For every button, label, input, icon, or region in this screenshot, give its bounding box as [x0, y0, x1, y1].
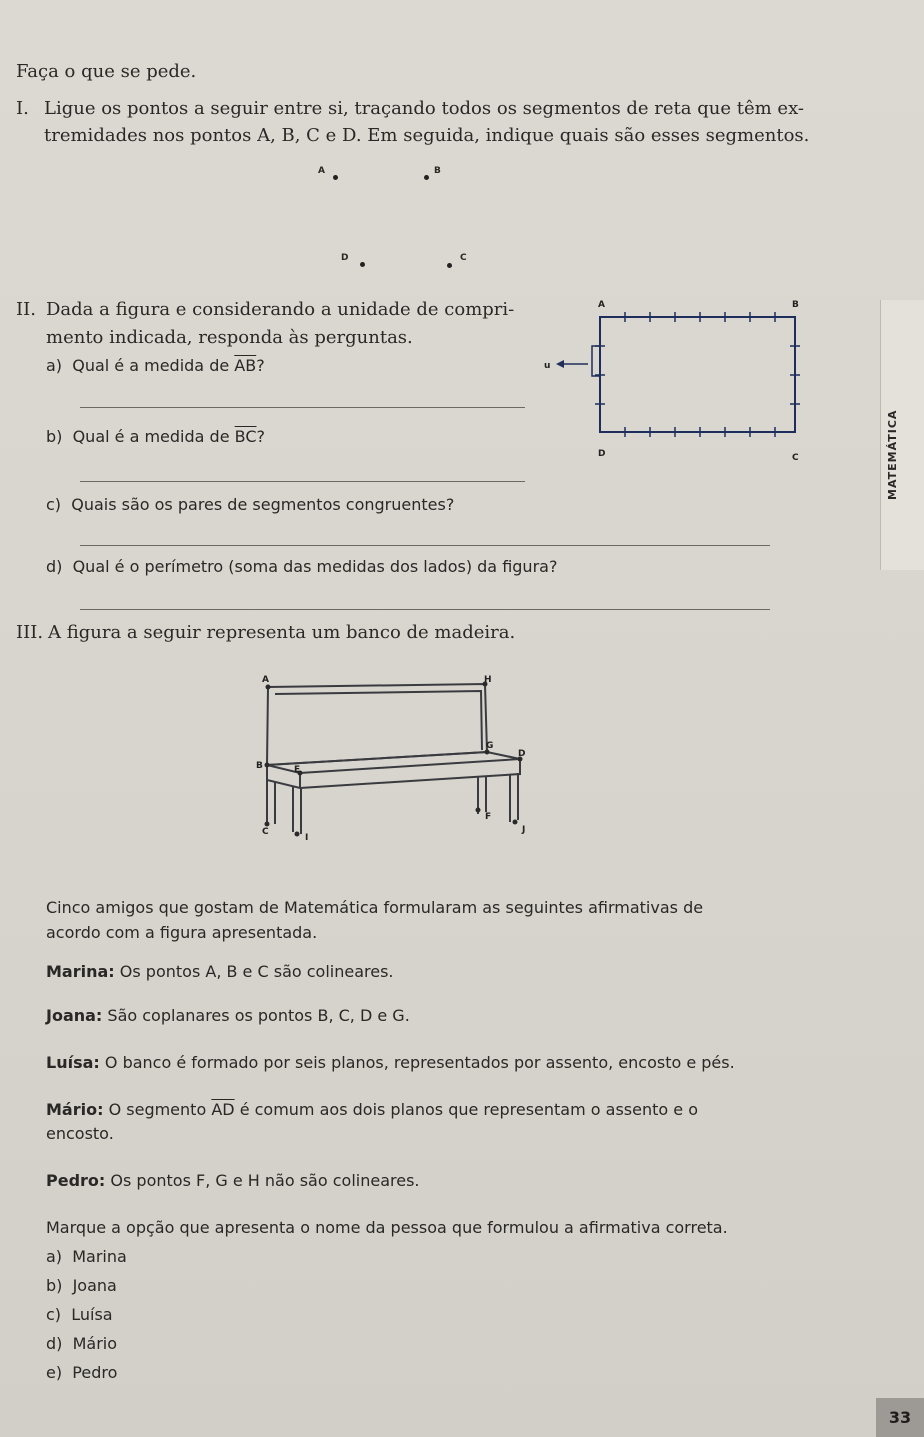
figure-tick-marks	[595, 312, 800, 437]
rectangle-figure	[530, 292, 830, 464]
intro-text: Faça o que se pede.	[16, 61, 197, 82]
bench-leg-front-right	[510, 773, 518, 822]
option-c[interactable]: c) Luísa	[46, 1305, 113, 1324]
figure-label-d: D	[598, 449, 606, 459]
segment-ad: $\overline{AD}$	[211, 1100, 235, 1119]
statement-mario: Mário: O segmento $\overline{AD}$ é comum aos dois planos que representam o assento e o	[46, 1100, 698, 1119]
subject-side-label: MATEMÁTICA	[886, 409, 899, 500]
q2a-question: a) Qual é a medida de $\overline{AB}$?	[46, 356, 265, 375]
bench-label-f: F	[485, 812, 492, 822]
option-d[interactable]: d) Mário	[46, 1334, 117, 1353]
q3-para-line1: Cinco amigos que gostam de Matemática formularam as seguintes afirmativas de	[46, 898, 704, 917]
statement-luisa: Luísa: O banco é formado por seis planos, representados por assento, encosto e pés.	[46, 1053, 735, 1072]
bench-label-h: H	[484, 675, 492, 685]
q2c-question: c) Quais são os pares de segmentos congruentes?	[46, 495, 455, 514]
bench-leg-back-left	[267, 780, 275, 824]
page-number: 33	[876, 1398, 924, 1437]
q2a-answer-line[interactable]	[80, 407, 525, 408]
statement-mario-line2: encosto.	[46, 1124, 114, 1143]
q2-number: II.	[16, 299, 36, 320]
bench-label-j: J	[522, 825, 526, 835]
q3-para-line2: acordo com a figura apresentada.	[46, 923, 318, 942]
figure-label-c: C	[792, 453, 799, 463]
q1-point-b	[424, 175, 429, 180]
q3-instruction: Marque a opção que apresenta o nome da pessoa que formulou a afirmativa correta.	[46, 1218, 728, 1237]
q1-point-a	[333, 175, 338, 180]
statement-marina: Marina: Os pontos A, B e C são colineares.	[46, 962, 394, 981]
q1-point-d	[360, 262, 365, 267]
q1-point-c	[447, 263, 452, 268]
bench-label-c: C	[262, 827, 269, 837]
q1-point-label-c: C	[460, 253, 467, 263]
statement-joana: Joana: São coplanares os pontos B, C, D e G.	[46, 1006, 410, 1025]
q3-number: III.	[16, 622, 44, 643]
figure-label-a: A	[598, 300, 605, 310]
segment-ab: $\overline{AB}$	[234, 356, 257, 375]
bench-seat	[267, 752, 520, 773]
option-a[interactable]: a) Marina	[46, 1247, 127, 1266]
q3-text: A figura a seguir representa um banco de madeira.	[48, 622, 516, 643]
figure-rectangle	[600, 317, 795, 432]
bench-figure	[245, 662, 545, 852]
bench-label-b: B	[256, 761, 263, 771]
q2d-question: d) Qual é o perímetro (soma das medidas dos lados) da figura?	[46, 557, 558, 576]
segment-bc: $\overline{BC}$	[234, 427, 257, 446]
bench-label-e: E	[294, 765, 301, 775]
q2b-question: b) Qual é a medida de $\overline{BC}$?	[46, 427, 266, 446]
q2b-answer-line[interactable]	[80, 481, 525, 482]
q1-line2: tremidades nos pontos A, B, C e D. Em seguida, indique quais são esses segmentos.	[44, 125, 810, 146]
q1-number: I.	[16, 98, 29, 119]
q1-point-label-b: B	[434, 166, 441, 176]
q2-line1: Dada a figura e considerando a unidade de compri-	[46, 299, 515, 320]
option-b[interactable]: b) Joana	[46, 1276, 117, 1295]
q1-point-label-d: D	[341, 253, 349, 263]
bench-label-a: A	[262, 675, 269, 685]
q2c-answer-line[interactable]	[80, 545, 770, 546]
unit-arrowhead	[556, 360, 564, 368]
option-e[interactable]: e) Pedro	[46, 1363, 118, 1382]
q2-line2: mento indicada, responda às perguntas.	[46, 327, 413, 348]
bench-backrest	[267, 684, 487, 765]
bench-label-i: I	[305, 833, 309, 843]
q1-line1: Ligue os pontos a seguir entre si, traçando todos os segmentos de reta que têm ex-	[44, 98, 804, 119]
bench-label-d: D	[518, 749, 526, 759]
bench-label-g: G	[486, 741, 494, 751]
bench-backrest-inner	[275, 691, 482, 750]
figure-label-b: B	[792, 300, 799, 310]
q1-point-label-a: A	[318, 166, 325, 176]
q2d-answer-line[interactable]	[80, 609, 770, 610]
figure-unit-label: u	[544, 361, 551, 371]
statement-pedro: Pedro: Os pontos F, G e H não são colineares.	[46, 1171, 420, 1190]
bench-leg-front-left	[293, 786, 301, 834]
unit-bracket	[592, 346, 600, 376]
